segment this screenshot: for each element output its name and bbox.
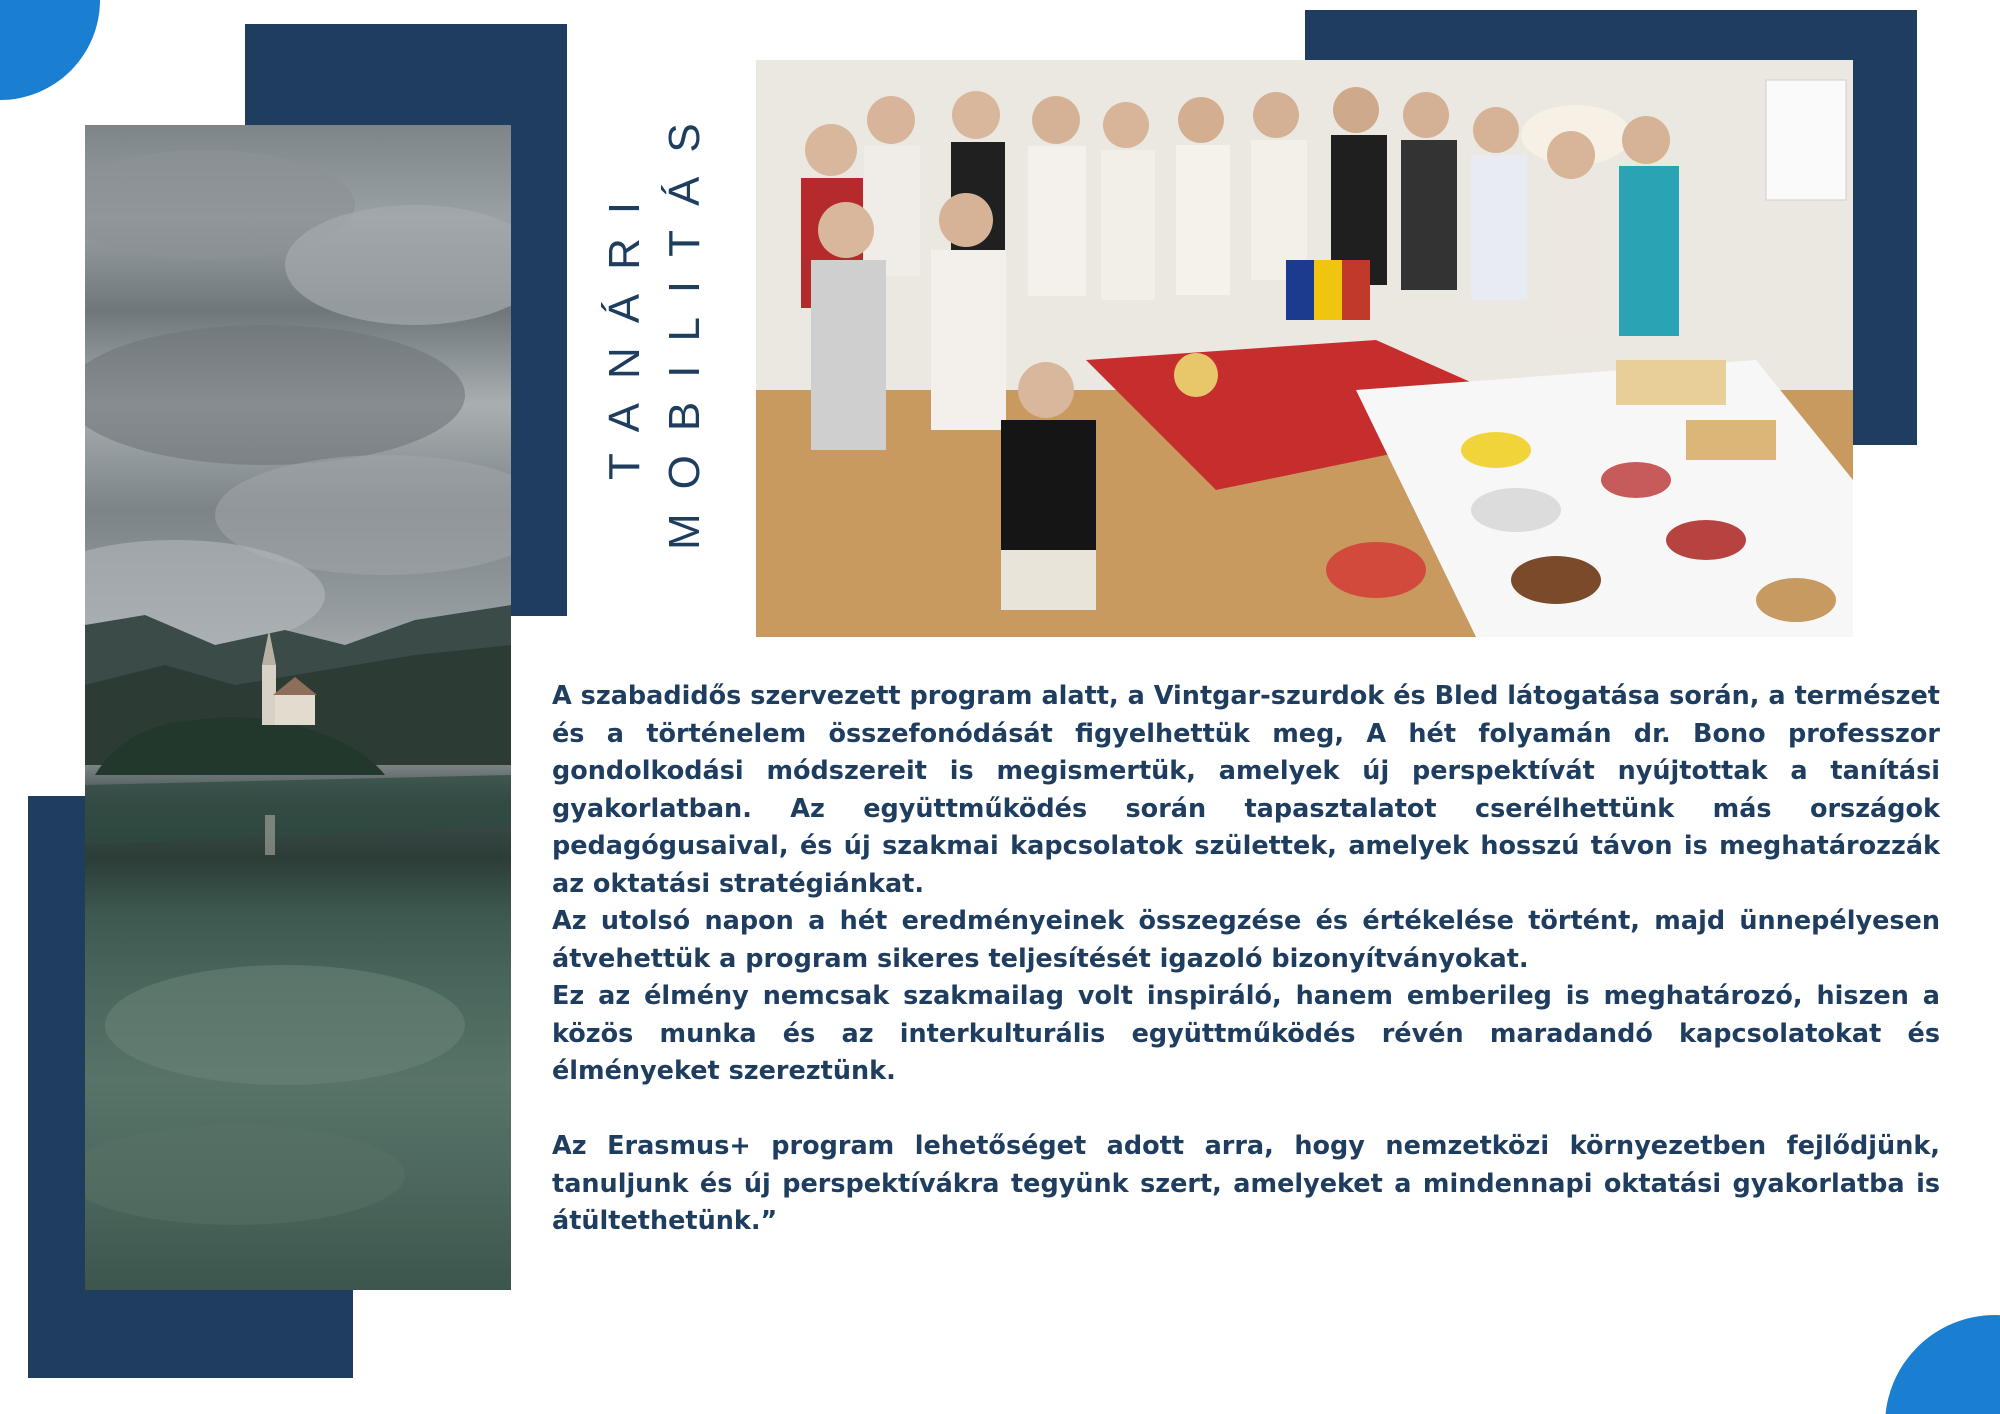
title-line-1: TANÁRI (600, 177, 649, 480)
paragraph-2: Az utolsó napon a hét eredményeinek összegzése és értékelése történt, majd ünnepélyesen átvehettük a program sikeres teljesítését igazoló bizonyítványokat. (552, 906, 1940, 974)
bottom-right-blue-circle (1885, 1315, 2000, 1414)
lake-photo-illustration (85, 125, 511, 1290)
paragraph-1: A szabadidős szervezett program alatt, a Vintgar-szurdok és Bled látogatása során, a természet és a történelem összefonódását figyelhettük meg, A hét folyamán dr. Bono professzor gondolkodási módszereit is megismertük, amelyek új perspektívát nyújtottak a tanítási gyakorlatban. Az együttműködés során tapasztalatot cserélhettünk más országok pedagógusaival, és új szakmai kapcsolatok születtek, amelyek hosszú távon is meghatározzák az oktatási stratégiánkat. (552, 681, 1940, 899)
body-text (552, 678, 1940, 1241)
vertical-title (580, 100, 740, 570)
title-line-2: MOBILITÁS (660, 99, 709, 550)
group-photo-illustration (756, 60, 1853, 637)
paragraph-3: Ez az élmény nemcsak szakmailag volt inspiráló, hanem emberileg is meghatározó, hiszen a közös munka és az interkulturális együttműködés révén maradandó kapcsolatokat és élményeket szereztünk. (552, 981, 1940, 1086)
group-photo (756, 60, 1853, 637)
lake-island-photo (85, 125, 511, 1290)
paragraph-4: Az Erasmus+ program lehetőséget adott arra, hogy nemzetközi környezetben fejlődjünk, tanuljunk és új perspektívákra tegyünk szert, amelyeket a mindennapi oktatási gyakorlatba is átültethetünk.” (552, 1131, 1940, 1236)
top-left-blue-circle (0, 0, 100, 100)
